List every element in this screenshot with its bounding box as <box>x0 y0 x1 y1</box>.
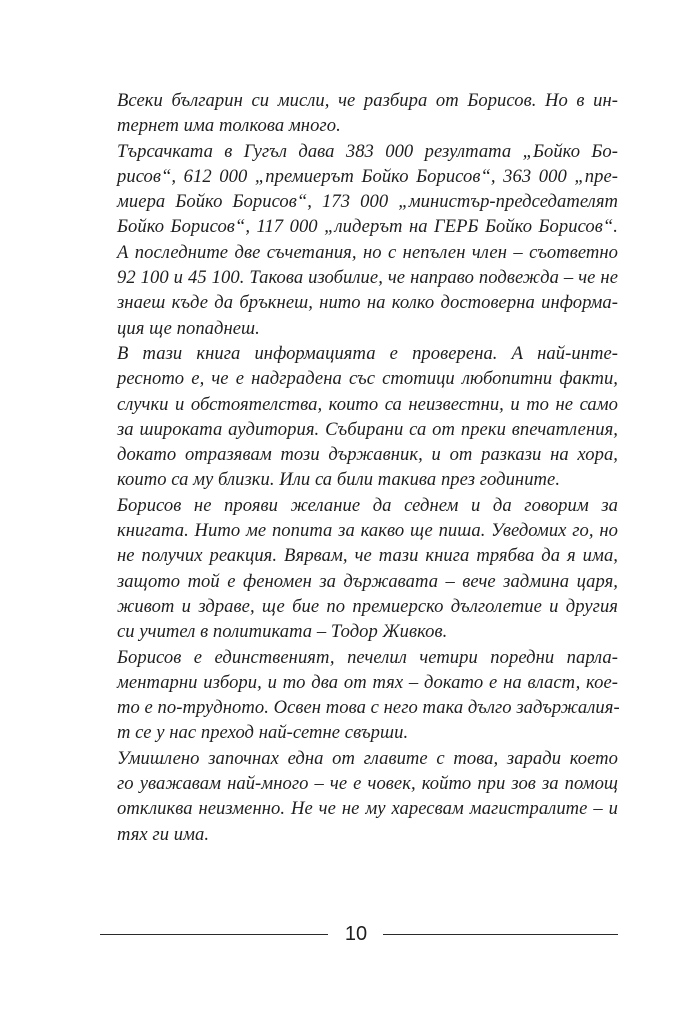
paragraph <box>117 341 618 493</box>
text-line: си учител в политиката – Тодор Живков. <box>117 621 448 643</box>
text-line: ментарни избори, и то два от тях – докато е на власт, кое- <box>117 671 618 693</box>
body-text <box>117 88 618 847</box>
text-line: 92 100 и 45 100. Такова изобилие, че направо подвежда – че не <box>117 267 618 289</box>
text-line: ресното е, че е надградена със стотици любопитни факти, <box>117 368 618 390</box>
text-line: ция ще попаднеш. <box>117 317 260 339</box>
page-footer <box>0 920 700 950</box>
text-line: книгата. Нито ме попита за какво ще пиша. Уведомих го, но <box>117 520 618 542</box>
paragraph <box>117 746 618 847</box>
paragraph <box>117 645 618 746</box>
text-line: тях ги има. <box>117 823 210 845</box>
text-line: Борисов е единственият, печелил четири поредни парла- <box>117 646 618 668</box>
text-line: А последните две съчетания, но с непълен член – съответно <box>117 241 618 263</box>
text-line: не получих реакция. Вярвам, че тази книга трябва да я има, <box>117 545 618 567</box>
text-line: Умишлено започнах една от главите с това, заради което <box>117 747 618 769</box>
paragraph <box>117 139 618 341</box>
text-line: то е по-трудното. Освен това с него така дълго задържалия- <box>117 697 620 719</box>
text-line: Бойко Борисов“, 117 000 „лидерът на ГЕРБ Бойко Борисов“. <box>117 216 618 238</box>
text-line: докато отразявам този държавник, и от разкази на хора, <box>117 444 618 466</box>
text-line: тернет има толкова много. <box>117 115 341 137</box>
text-line: Борисов не прояви желание да седнем и да говорим за <box>117 494 618 516</box>
text-line: миера Бойко Борисов“, 173 000 „министър-председателят <box>117 191 618 213</box>
footer-rule-right <box>383 934 618 935</box>
text-line: Търсачката в Гугъл дава 383 000 резултата „Бойко Бо- <box>117 140 618 162</box>
text-line: откликва неизменно. Не че не му харесвам магистралите – и <box>117 798 618 820</box>
text-line: т се у нас преход най-сетне свърши. <box>117 722 409 744</box>
text-line: защото той е феномен за държавата – вече задмина царя, <box>117 570 618 592</box>
paragraph <box>117 493 618 645</box>
text-line: В тази книга информацията е проверена. А най-инте- <box>117 342 618 364</box>
footer-rule-left <box>100 934 328 935</box>
text-line: го уважавам най-много – че е човек, който при зов за помощ <box>117 773 618 795</box>
text-line: случки и обстоятелства, които са неизвестни, и то не само <box>117 393 618 415</box>
text-line: знаеш къде да бръкнеш, нито на колко достоверна информа- <box>117 292 618 314</box>
text-line: за широката аудитория. Събирани са от преки впечатления, <box>117 418 618 440</box>
page-number: 10 <box>344 923 368 945</box>
paragraph <box>117 88 618 139</box>
text-line: рисов“, 612 000 „премиерът Бойко Борисов“, 363 000 „пре- <box>117 165 618 187</box>
text-line: които са му близки. Или са били такива през годините. <box>117 469 561 491</box>
text-line: живот и здраве, ще бие по премиерско дълголетие и другия <box>117 595 618 617</box>
text-line: Всеки българин си мисли, че разбира от Борисов. Но в ин- <box>117 90 618 111</box>
